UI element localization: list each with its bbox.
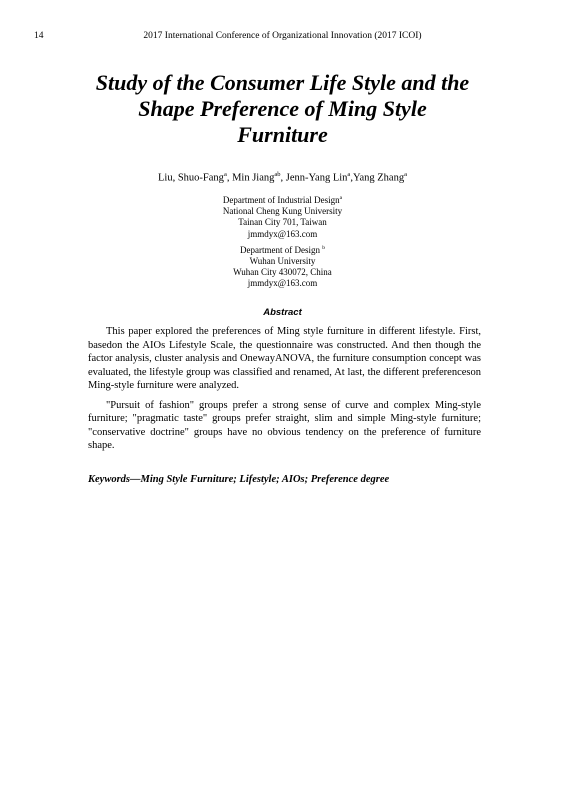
author-separator: ,	[350, 172, 353, 184]
author-name: Yang Zhang	[352, 172, 405, 184]
title-line: Shape Preference of Ming Style	[138, 96, 427, 121]
paper-title	[60, 70, 505, 148]
abstract-paragraph: This paper explored the preferences of Ming style furniture in different lifestyle. First, basedon the AIOs Lifestyle Scale, the questionnaire was constructed. And then though the factor analysis, cluster analysis and OnewayANOVA, the furniture consumption concept was evaluated, the lifestyle group was classified and renamed, At last, the different preferenceson Ming-style furniture were analyzed.	[88, 326, 481, 391]
affiliation-line: Tainan City 701, Taiwan	[238, 217, 327, 228]
author-name: Liu, Shuo-Fang	[158, 172, 224, 184]
page-number: 14	[34, 31, 44, 41]
abstract-body	[88, 325, 481, 459]
author-name: Min Jiang	[232, 172, 275, 184]
author-list	[0, 171, 565, 184]
department-name: Department of Design	[240, 244, 320, 255]
author-affiliation-mark: a	[404, 171, 407, 178]
affiliation-department	[0, 243, 565, 256]
affiliation-mark: a	[339, 195, 343, 201]
author-affiliation-mark: a	[347, 171, 351, 178]
author-affiliation-mark: a	[223, 171, 227, 178]
affiliation-mark: b	[322, 244, 325, 251]
abstract-heading: Abstract	[263, 307, 302, 318]
author-name: Jenn-Yang Lin	[285, 172, 348, 184]
department-name: Department of Industrial Design	[222, 195, 340, 205]
author-affiliation-mark: ab	[274, 171, 281, 178]
abstract-paragraph: "Pursuit of fashion" groups prefer a strong sense of curve and complex Ming-style furniture; "pragmatic taste" groups prefer straight, slim and simple Ming-style furniture; "conservative doctrine" groups have no obvious tendency on the preference of furniture shape.	[88, 399, 481, 451]
affiliation-line: Wuhan University	[249, 256, 316, 267]
author-separator: ,	[280, 172, 286, 184]
affiliation-block	[0, 193, 565, 240]
affiliation-email: jmmdyx@163.com	[247, 278, 318, 289]
running-header: 2017 International Conference of Organizational Innovation (2017 ICOI)	[143, 31, 422, 41]
affiliation-block	[0, 243, 565, 290]
affiliation-email: jmmdyx@163.com	[247, 228, 318, 239]
affiliations	[0, 193, 565, 293]
affiliation-department	[0, 193, 565, 206]
affiliation-line: National Cheng Kung University	[222, 206, 343, 217]
title-line: Furniture	[237, 122, 328, 147]
affiliation-line: Wuhan City 430072, China	[233, 267, 332, 278]
title-line: Study of the Consumer Life Style and the	[95, 70, 470, 95]
keywords: Keywords—Ming Style Furniture; Lifestyle; AIOs; Preference degree	[88, 474, 390, 485]
author-separator: ,	[226, 172, 233, 184]
